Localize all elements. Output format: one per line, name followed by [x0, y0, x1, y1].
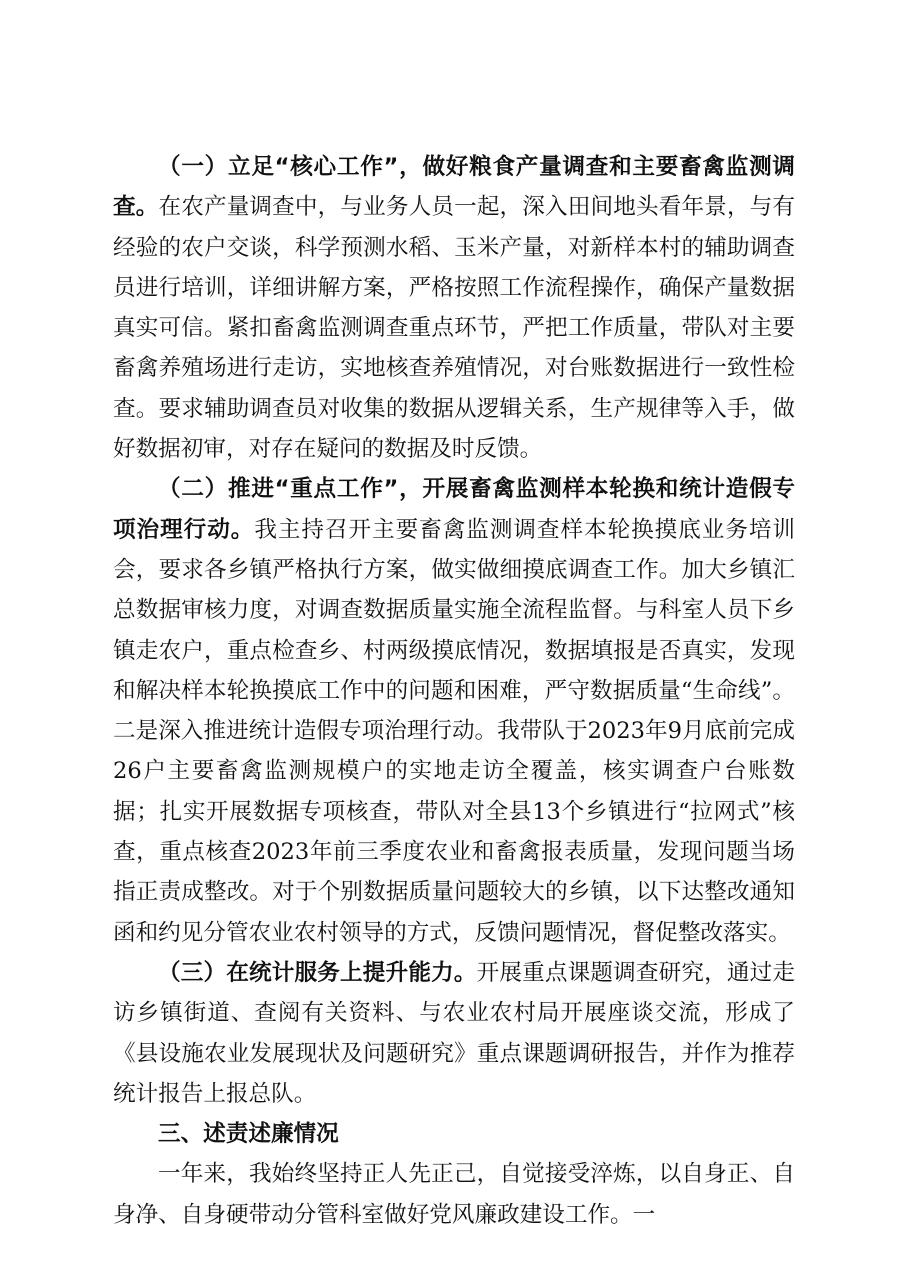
paragraph-lead: （一）立足“核心工作”，做好粮食产量调查和主要畜禽监测调查。	[113, 154, 795, 221]
paragraph-closing: 一年来，我始终坚持正人先正己，自觉接受淬炼，以自身正、自身净、自身硬带动分管科室做好党风廉政建设工作。一	[113, 1161, 795, 1228]
paragraph-core-work	[113, 147, 795, 469]
section-heading: 三、述责述廉情况	[158, 1121, 339, 1148]
paragraph-text: 开展重点课题调查研究，通过走访乡镇街道、查阅有关资料、与农业农村局开展座谈交流，形成了《县设施农业发展现状及问题研究》重点课题调研报告，并作为推荐统计报告上报总队。	[113, 959, 796, 1107]
paragraph-text: 我主持召开主要畜禽监测调查样本轮换摸底业务培训会，要求各乡镇严格执行方案，做实做细摸底调查工作。加大乡镇汇总数据审核力度，对调查数据质量实施全流程监督。与科室人员下乡镇走农户，重点检查乡、村两级摸底情况，数据填报是否真实，发现和解决样本轮换摸底工作中的问题和困难，严守数据质量“生命线”。二是深入推进统计造假专项治理行动。我带队于2023年9月底前完成26户主要畜禽监测规模户的实地走访全覆盖，核实调查户台账数据；扎实开展数据专项核查，带队对全县13个乡镇进行“拉网式”核查，重点核查2023年前三季度农业和畜禽报表质量，发现问题当场指正责成整改。对于个别数据质量问题较大的乡镇，以下达整改通知函和约见分管农业农村领导的方式，反馈问题情况，督促整改落实。	[113, 516, 796, 946]
document-body	[113, 147, 795, 1235]
paragraph-statistical-service	[113, 953, 795, 1114]
paragraph-key-work	[113, 469, 795, 953]
paragraph-text: 在农产量调查中，与业务人员一起，深入田间地头看年景，与有经验的农户交谈，科学预测水稻、玉米产量，对新样本村的辅助调查员进行培训，详细讲解方案，严格按照工作流程操作，确保产量数据真实可信。紧扣畜禽监测调查重点环节，严把工作质量，带队对主要畜禽养殖场进行走访，实地核查养殖情况，对台账数据进行一致性检查。要求辅助调查员对收集的数据从逻辑关系，生产规律等入手，做好数据初审，对存在疑问的数据及时反馈。	[113, 194, 796, 463]
paragraph-lead: （三）在统计服务上提升能力。	[158, 959, 477, 986]
paragraph-lead: （二）推进“重点工作”，开展畜禽监测样本轮换和统计造假专项治理行动。	[113, 476, 795, 543]
